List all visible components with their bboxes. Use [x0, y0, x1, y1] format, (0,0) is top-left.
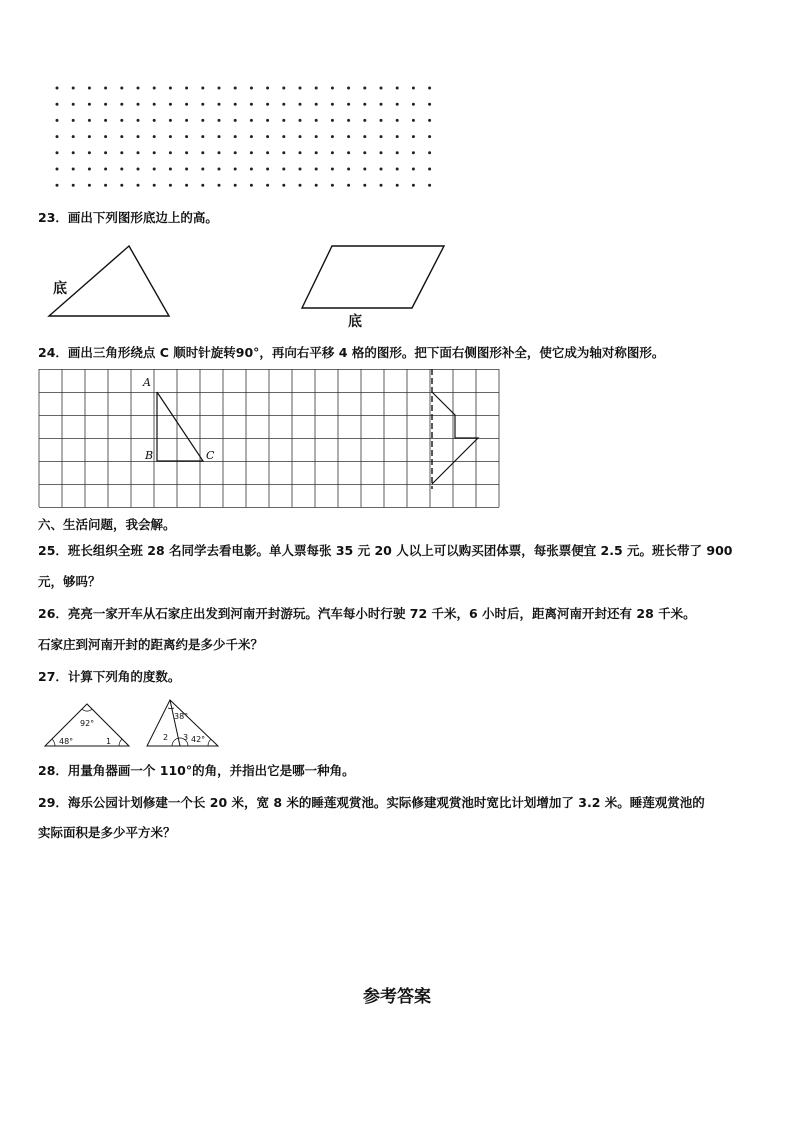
grid-dot — [315, 119, 318, 122]
grid-dot — [266, 135, 269, 138]
grid-dot — [72, 151, 75, 154]
grid-dot — [380, 151, 383, 154]
grid-dot — [104, 119, 107, 122]
question-24: 24．画出三角形绕点 C 顺时针旋转90°，再向右平移 4 格的图形。把下面右侧图形补全，使它成为轴对称图形。 — [38, 345, 665, 360]
grid-dot — [282, 184, 285, 187]
grid-dot — [363, 119, 366, 122]
grid-dot — [56, 135, 59, 138]
grid-dot — [137, 119, 140, 122]
q24-grid — [38, 369, 504, 511]
q23-base-label-parallelogram: 底 — [348, 314, 362, 330]
question-29-line2: 实际面积是多少平方米？ — [38, 825, 176, 840]
grid-dot — [234, 151, 237, 154]
dot-grid — [50, 82, 435, 192]
grid-dot — [234, 103, 237, 106]
grid-dot — [56, 151, 59, 154]
grid-dot — [56, 184, 59, 187]
grid-dot — [88, 87, 91, 90]
grid-dot — [396, 103, 399, 106]
grid-dot — [380, 135, 383, 138]
answers-title: 参考答案 — [363, 987, 431, 1007]
grid-dot — [347, 135, 350, 138]
grid-dot — [412, 135, 415, 138]
grid-dot — [250, 184, 253, 187]
grid-dot — [331, 135, 334, 138]
grid-dot — [137, 151, 140, 154]
grid-dot — [428, 151, 431, 154]
grid-dot — [169, 119, 172, 122]
grid-dot — [299, 87, 302, 90]
grid-dot — [185, 103, 188, 106]
grid-dot — [88, 184, 91, 187]
grid-dot — [185, 184, 188, 187]
grid-dot — [201, 103, 204, 106]
grid-dot — [169, 103, 172, 106]
grid-dot — [266, 151, 269, 154]
grid-dot — [201, 87, 204, 90]
grid-dot — [412, 184, 415, 187]
grid-dot — [72, 135, 75, 138]
grid-dot — [412, 119, 415, 122]
grid-dot — [299, 184, 302, 187]
point-c-label: C — [206, 449, 215, 462]
grid-dot — [428, 135, 431, 138]
grid-dot — [185, 151, 188, 154]
grid-dot — [250, 151, 253, 154]
grid-dot — [380, 119, 383, 122]
grid-dot — [331, 168, 334, 171]
grid-dot — [396, 168, 399, 171]
grid-dot — [282, 135, 285, 138]
q23-base-label-triangle: 底 — [53, 281, 67, 297]
grid-dot — [234, 87, 237, 90]
grid-dot — [218, 151, 221, 154]
grid-dot — [250, 168, 253, 171]
grid-dot — [266, 103, 269, 106]
grid-dot — [266, 184, 269, 187]
grid-dot — [88, 135, 91, 138]
question-23: 23．画出下列图形底边上的高。 — [38, 210, 218, 225]
q27-t1-angle-1: 1 — [106, 737, 112, 746]
grid-dot — [250, 135, 253, 138]
grid-dot — [218, 135, 221, 138]
grid-dot — [331, 103, 334, 106]
grid-dot — [250, 119, 253, 122]
grid-dot — [169, 87, 172, 90]
grid-dot — [380, 184, 383, 187]
grid-dot — [185, 119, 188, 122]
grid-dot — [169, 168, 172, 171]
grid-dot — [315, 103, 318, 106]
grid-dot — [363, 184, 366, 187]
point-a-label: A — [143, 376, 151, 389]
grid-dot — [153, 168, 156, 171]
grid-dot — [185, 135, 188, 138]
q23-parallelogram — [302, 246, 444, 308]
grid-dot — [380, 168, 383, 171]
grid-dot — [201, 135, 204, 138]
grid-dot — [72, 87, 75, 90]
grid-dot — [185, 168, 188, 171]
grid-dot — [315, 151, 318, 154]
grid-dot — [299, 135, 302, 138]
grid-dot — [104, 135, 107, 138]
grid-dot — [412, 168, 415, 171]
grid-dot — [104, 168, 107, 171]
grid-dot — [120, 119, 123, 122]
grid-dot — [234, 168, 237, 171]
grid-dot — [331, 151, 334, 154]
q27-t2-right-angle: 42° — [191, 735, 206, 744]
grid-dot — [120, 135, 123, 138]
grid-dot — [72, 184, 75, 187]
grid-dot — [120, 168, 123, 171]
grid-dot — [363, 103, 366, 106]
grid-dot — [282, 151, 285, 154]
section-heading: 六、生活问题，我会解。 — [38, 517, 176, 532]
grid-dot — [282, 103, 285, 106]
grid-dot — [88, 168, 91, 171]
grid-dot — [363, 168, 366, 171]
grid-dot — [347, 103, 350, 106]
grid-dot — [347, 168, 350, 171]
grid-dot — [201, 119, 204, 122]
grid-dot — [299, 168, 302, 171]
grid-dot — [153, 135, 156, 138]
grid-dot — [120, 184, 123, 187]
grid-dot — [396, 119, 399, 122]
grid-dot — [185, 87, 188, 90]
grid-dot — [250, 103, 253, 106]
grid-dot — [201, 151, 204, 154]
point-b-label: B — [145, 449, 154, 462]
grid-dot — [153, 184, 156, 187]
grid-dot — [218, 168, 221, 171]
q27-t2-top-angle: 38° — [174, 712, 189, 721]
grid-dot — [137, 87, 140, 90]
grid-dot — [56, 119, 59, 122]
grid-dot — [363, 135, 366, 138]
q27-t1-left-angle: 48° — [59, 737, 74, 746]
grid-dot — [250, 87, 253, 90]
grid-dot — [120, 103, 123, 106]
grid-dot — [72, 119, 75, 122]
grid-dot — [331, 184, 334, 187]
grid-dot — [282, 119, 285, 122]
grid-dot — [282, 168, 285, 171]
grid-dot — [428, 103, 431, 106]
grid-dot — [153, 119, 156, 122]
grid-dot — [153, 103, 156, 106]
grid-dot — [396, 151, 399, 154]
grid-dot — [88, 151, 91, 154]
grid-dot — [299, 119, 302, 122]
grid-dot — [218, 103, 221, 106]
grid-dot — [56, 103, 59, 106]
grid-dot — [153, 87, 156, 90]
q23-triangle — [49, 246, 169, 316]
grid-dot — [331, 87, 334, 90]
grid-dot — [363, 87, 366, 90]
triangle-abc — [157, 392, 203, 461]
grid-dot — [137, 184, 140, 187]
grid-dot — [428, 168, 431, 171]
grid-dot — [104, 87, 107, 90]
grid-dot — [72, 103, 75, 106]
question-25-line1: 25．班长组织全班 28 名同学去看电影。单人票每张 35 元 20 人以上可以购买团体票，每张票便宜 2.5 元。班长带了 900 — [38, 543, 733, 558]
grid-dot — [396, 184, 399, 187]
grid-dot — [347, 184, 350, 187]
grid-dot — [315, 135, 318, 138]
grid-dot — [169, 135, 172, 138]
grid-dot — [88, 103, 91, 106]
grid-dot — [396, 135, 399, 138]
q27-t2-angle-3: 3 — [183, 733, 189, 742]
grid-dot — [234, 135, 237, 138]
grid-dot — [120, 151, 123, 154]
grid-dot — [88, 119, 91, 122]
grid-dot — [201, 184, 204, 187]
grid-dot — [218, 87, 221, 90]
grid-dot — [347, 119, 350, 122]
grid-dot — [412, 87, 415, 90]
grid-dot — [428, 119, 431, 122]
grid-dot — [428, 87, 431, 90]
grid-dot — [299, 103, 302, 106]
grid-dot — [218, 184, 221, 187]
grid-dot — [347, 87, 350, 90]
question-25-line2: 元，够吗？ — [38, 574, 101, 589]
grid-dot — [331, 119, 334, 122]
q27-t2-angle-2: 2 — [163, 733, 169, 742]
grid-dot — [137, 168, 140, 171]
q27-t1-top-angle: 92° — [80, 719, 95, 728]
grid-dot — [169, 184, 172, 187]
question-26-line2: 石家庄到河南开封的距离约是多少千米？ — [38, 637, 264, 652]
q23-figures — [40, 236, 460, 331]
grid-dot — [120, 87, 123, 90]
question-28: 28．用量角器画一个 110°的角，并指出它是哪一种角。 — [38, 763, 355, 778]
grid-dot — [137, 103, 140, 106]
grid-dot — [137, 135, 140, 138]
grid-dot — [234, 119, 237, 122]
grid-dot — [201, 168, 204, 171]
grid-dot — [412, 103, 415, 106]
half-figure — [432, 392, 478, 484]
grid-dot — [56, 87, 59, 90]
grid-dot — [234, 184, 237, 187]
grid-dot — [380, 87, 383, 90]
grid-dot — [169, 151, 172, 154]
grid-dot — [266, 119, 269, 122]
grid-dot — [347, 151, 350, 154]
grid-dot — [315, 87, 318, 90]
question-26-line1: 26．亮亮一家开车从石家庄出发到河南开封游玩。汽车每小时行驶 72 千米，6 小时后，距离河南开封还有 28 千米。 — [38, 606, 696, 621]
question-27: 27．计算下列角的度数。 — [38, 669, 181, 684]
grid-dot — [153, 151, 156, 154]
grid-dot — [315, 168, 318, 171]
grid-dot — [266, 168, 269, 171]
grid-dot — [266, 87, 269, 90]
grid-dot — [104, 151, 107, 154]
question-29-line1: 29．海乐公园计划修建一个长 20 米，宽 8 米的睡莲观赏池。实际修建观赏池时宽比计划增加了 3.2 米。睡莲观赏池的 — [38, 795, 705, 810]
grid-dot — [428, 184, 431, 187]
grid-dot — [315, 184, 318, 187]
grid-dot — [396, 87, 399, 90]
grid-dot — [218, 119, 221, 122]
grid-dot — [299, 151, 302, 154]
grid-dot — [104, 103, 107, 106]
grid-dot — [72, 168, 75, 171]
grid-dot — [412, 151, 415, 154]
grid-dot — [104, 184, 107, 187]
grid-dot — [380, 103, 383, 106]
grid-dot — [363, 151, 366, 154]
grid-dot — [56, 168, 59, 171]
grid-dot — [282, 87, 285, 90]
